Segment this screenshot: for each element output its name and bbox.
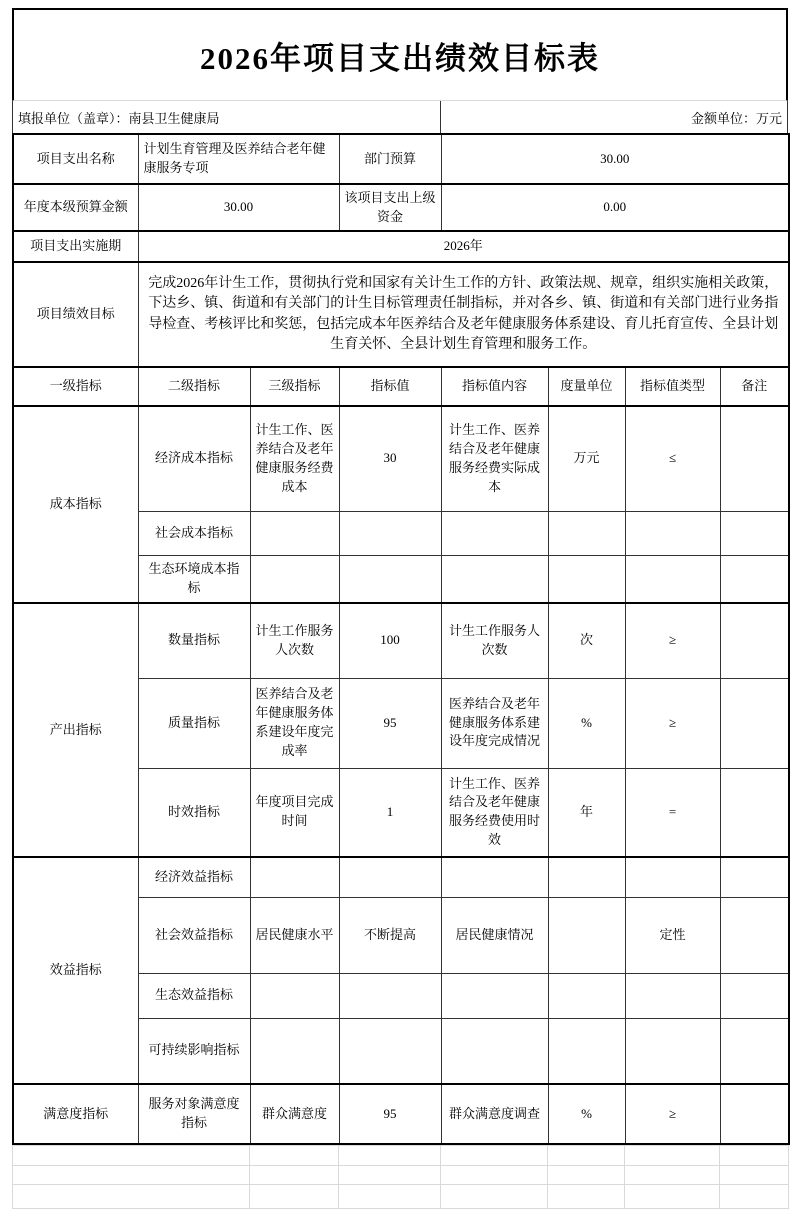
value-cell	[339, 973, 441, 1018]
note-cell	[720, 1018, 789, 1084]
type-cell	[625, 1018, 720, 1084]
empty-cell	[441, 1166, 548, 1185]
indicator-l3-cell	[250, 857, 339, 897]
value-cell	[339, 555, 441, 603]
header-value-content: 指标值内容	[441, 367, 548, 406]
empty-cell	[250, 1146, 339, 1166]
meta-row	[12, 101, 788, 133]
amount-unit-label: 金额单位：万元	[440, 101, 787, 133]
indicator-l3-cell: 年度项目完成时间	[250, 768, 339, 857]
header-level3: 三级指标	[250, 367, 339, 406]
empty-cell	[625, 1185, 720, 1209]
header-value-type: 指标值类型	[625, 367, 720, 406]
superior-funds-label: 该项目支出上级资金	[339, 184, 441, 231]
indicator-l3-cell	[250, 1018, 339, 1084]
empty-cell	[720, 1166, 789, 1185]
indicator-l3-cell: 居民健康水平	[250, 897, 339, 973]
dept-budget-value: 30.00	[441, 134, 789, 184]
empty-cell	[625, 1166, 720, 1185]
period-value: 2026年	[138, 231, 789, 262]
note-cell	[720, 678, 789, 768]
empty-cell	[720, 1146, 789, 1166]
content-cell: 计生工作、医养结合及老年健康服务经费实际成本	[441, 406, 548, 511]
empty-cell	[441, 1185, 548, 1209]
type-cell: 定性	[625, 897, 720, 973]
annual-budget-value: 30.00	[138, 184, 339, 231]
empty-cell	[548, 1166, 625, 1185]
unit-cell	[548, 897, 625, 973]
value-cell	[339, 1018, 441, 1084]
empty-cell	[339, 1185, 441, 1209]
type-cell: ≥	[625, 603, 720, 678]
note-cell	[720, 555, 789, 603]
group-label-satisfaction: 满意度指标	[13, 1084, 138, 1144]
empty-cell	[13, 1146, 250, 1166]
dept-budget-label: 部门预算	[339, 134, 441, 184]
note-cell	[720, 973, 789, 1018]
content-cell: 计生工作、医养结合及老年健康服务经费使用时效	[441, 768, 548, 857]
indicator-l2-cell: 质量指标	[138, 678, 250, 768]
title-box	[12, 8, 788, 101]
header-unit: 度量单位	[548, 367, 625, 406]
project-name-row	[13, 134, 789, 184]
header-note: 备注	[720, 367, 789, 406]
page-title: 2026年项目支出绩效目标表	[200, 40, 600, 76]
indicator-l3-cell: 医养结合及老年健康服务体系建设年度完成率	[250, 678, 339, 768]
value-cell: 30	[339, 406, 441, 511]
indicator-l3-cell: 群众满意度	[250, 1084, 339, 1144]
output-quantity-row	[13, 603, 789, 678]
empty-cell	[250, 1185, 339, 1209]
empty-cell	[13, 1166, 250, 1185]
content-cell: 居民健康情况	[441, 897, 548, 973]
type-cell: ≥	[625, 1084, 720, 1144]
header-value: 指标值	[339, 367, 441, 406]
benefit-economic-row	[13, 857, 789, 897]
unit-cell: %	[548, 678, 625, 768]
empty-grid-rows	[12, 1145, 789, 1209]
note-cell	[720, 768, 789, 857]
empty-cell	[625, 1146, 720, 1166]
goal-label: 项目绩效目标	[13, 262, 138, 367]
type-cell	[625, 511, 720, 555]
empty-cell	[548, 1185, 625, 1209]
cost-economic-row	[13, 406, 789, 511]
note-cell	[720, 1084, 789, 1144]
content-cell	[441, 555, 548, 603]
indicator-header-row	[13, 367, 789, 406]
value-cell	[339, 511, 441, 555]
indicator-l2-cell: 社会成本指标	[138, 511, 250, 555]
indicator-l3-cell	[250, 555, 339, 603]
content-cell: 医养结合及老年健康服务体系建设年度完成情况	[441, 678, 548, 768]
unit-cell: 次	[548, 603, 625, 678]
content-cell: 群众满意度调查	[441, 1084, 548, 1144]
empty-row	[13, 1166, 789, 1185]
period-row	[13, 231, 789, 262]
reporting-unit-label: 填报单位（盖章）：南县卫生健康局	[18, 110, 220, 126]
unit-cell: 万元	[548, 406, 625, 511]
value-cell: 1	[339, 768, 441, 857]
note-cell	[720, 857, 789, 897]
type-cell	[625, 857, 720, 897]
type-cell: ≥	[625, 678, 720, 768]
performance-table	[12, 133, 790, 1145]
project-name-label: 项目支出名称	[13, 134, 138, 184]
empty-cell	[339, 1146, 441, 1166]
type-cell: ≤	[625, 406, 720, 511]
value-cell: 95	[339, 1084, 441, 1144]
value-cell: 95	[339, 678, 441, 768]
unit-cell	[548, 555, 625, 603]
type-cell: =	[625, 768, 720, 857]
indicator-l2-cell: 服务对象满意度指标	[138, 1084, 250, 1144]
indicator-l3-cell: 计生工作、医养结合及老年健康服务经费成本	[250, 406, 339, 511]
note-cell	[720, 603, 789, 678]
project-name-value: 计划生育管理及医养结合老年健康服务专项	[138, 134, 339, 184]
indicator-l2-cell: 数量指标	[138, 603, 250, 678]
indicator-l2-cell: 生态效益指标	[138, 973, 250, 1018]
empty-cell	[339, 1166, 441, 1185]
empty-cell	[250, 1166, 339, 1185]
content-cell	[441, 857, 548, 897]
indicator-l2-cell: 社会效益指标	[138, 897, 250, 973]
header-level1: 一级指标	[13, 367, 138, 406]
empty-row	[13, 1185, 789, 1209]
type-cell	[625, 555, 720, 603]
indicator-l3-cell: 计生工作服务人次数	[250, 603, 339, 678]
satisfaction-row	[13, 1084, 789, 1144]
empty-row	[13, 1146, 789, 1166]
indicator-l2-cell: 时效指标	[138, 768, 250, 857]
value-cell: 不断提高	[339, 897, 441, 973]
note-cell	[720, 406, 789, 511]
indicator-l3-cell	[250, 973, 339, 1018]
goal-text: 完成2026年计生工作，贯彻执行党和国家有关计生工作的方针、政策法规、规章，组织实施相关政策，下达乡、镇、街道和有关部门的计生目标管理责任制指标，并对各乡、镇、街道和有关部门进行业务指导检查、考核评比和奖惩，包括完成本年医养结合及老年健康服务体系建设、育儿托育宣传、全县计划生育关怀、全县计划生育管理和服务工作。	[138, 262, 789, 367]
indicator-l2-cell: 经济成本指标	[138, 406, 250, 511]
group-label-output: 产出指标	[13, 603, 138, 857]
empty-cell	[720, 1185, 789, 1209]
unit-cell: %	[548, 1084, 625, 1144]
note-cell	[720, 511, 789, 555]
superior-funds-value: 0.00	[441, 184, 789, 231]
performance-target-document	[12, 8, 788, 1209]
type-cell	[625, 973, 720, 1018]
unit-cell	[548, 973, 625, 1018]
empty-cell	[548, 1146, 625, 1166]
header-level2: 二级指标	[138, 367, 250, 406]
value-cell: 100	[339, 603, 441, 678]
period-label: 项目支出实施期	[13, 231, 138, 262]
empty-cell	[441, 1146, 548, 1166]
unit-cell: 年	[548, 768, 625, 857]
content-cell: 计生工作服务人次数	[441, 603, 548, 678]
annual-budget-row	[13, 184, 789, 231]
unit-cell	[548, 511, 625, 555]
indicator-l2-cell: 可持续影响指标	[138, 1018, 250, 1084]
annual-budget-label: 年度本级预算金额	[13, 184, 138, 231]
indicator-l2-cell: 经济效益指标	[138, 857, 250, 897]
group-label-cost: 成本指标	[13, 406, 138, 603]
content-cell	[441, 1018, 548, 1084]
content-cell	[441, 511, 548, 555]
content-cell	[441, 973, 548, 1018]
unit-cell	[548, 1018, 625, 1084]
unit-cell	[548, 857, 625, 897]
goal-row	[13, 262, 789, 367]
indicator-l2-cell: 生态环境成本指标	[138, 555, 250, 603]
group-label-benefit: 效益指标	[13, 857, 138, 1084]
empty-cell	[13, 1185, 250, 1209]
note-cell	[720, 897, 789, 973]
indicator-l3-cell	[250, 511, 339, 555]
value-cell	[339, 857, 441, 897]
